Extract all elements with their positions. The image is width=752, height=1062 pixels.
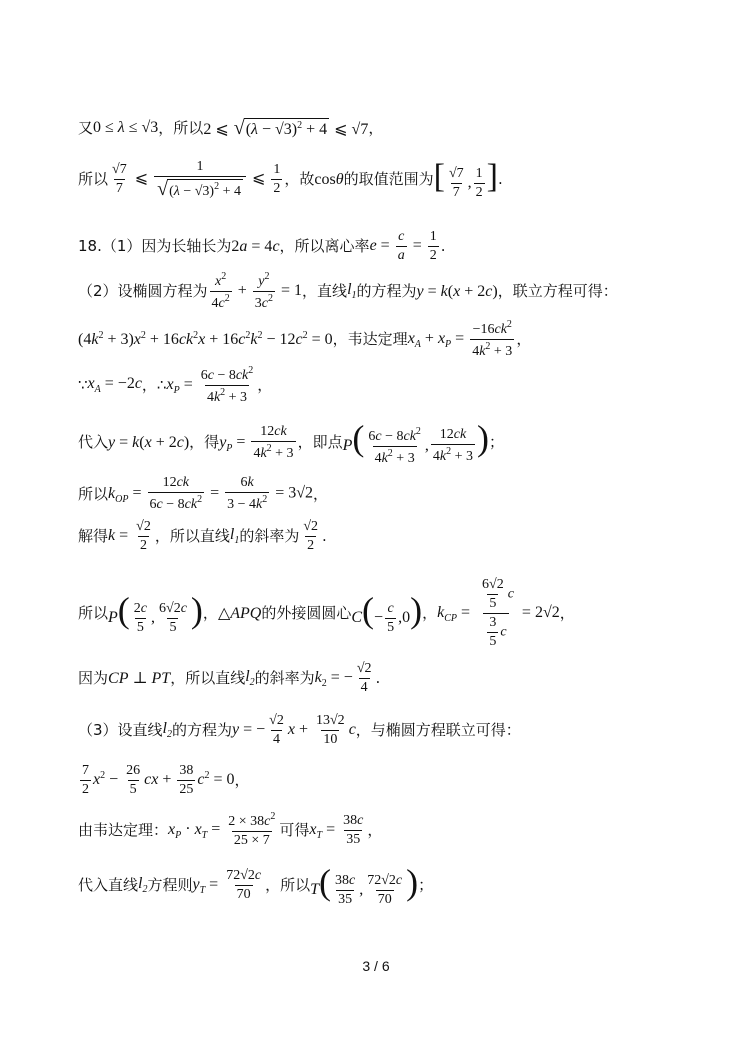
math: $l_2$ xyxy=(245,668,255,688)
text: 所以 xyxy=(78,604,109,622)
math: △APQ xyxy=(217,604,262,622)
text: ， xyxy=(257,376,273,394)
text: ，与椭圆方程联立可得： xyxy=(355,721,521,739)
text: ，直线 xyxy=(302,282,348,300)
text: ， xyxy=(559,604,575,622)
text: ， xyxy=(234,771,250,789)
text: ，即点 xyxy=(297,433,343,452)
line-15 xyxy=(78,864,433,907)
text: ，∴ xyxy=(141,376,167,394)
math: $k_{OP}$ = $\frac{12ck}{6c - 8ck^2}$ = $\frac{6k}{3 - 4k^2}$ = 3√2 xyxy=(108,475,314,512)
math: $(4k^2 + 3)x^2 + 16ck^2x + 16c^2k^2 - 12c^2 = 0$ xyxy=(78,330,333,348)
text: 代入直线 xyxy=(78,875,139,894)
math: $l_2$ xyxy=(162,720,172,740)
math: $l_2$ xyxy=(138,874,148,895)
math: $y_P$ = $\frac{12ck}{4k^2 + 3}$ xyxy=(219,423,294,461)
math: $x_A + x_P$ = $\frac{-16ck^2}{4k^2 + 3}$ xyxy=(407,319,513,359)
text: ，所以 xyxy=(265,875,311,894)
line-12 xyxy=(78,714,521,747)
text: ， xyxy=(422,604,438,622)
line-9 xyxy=(78,520,327,553)
line-8 xyxy=(78,476,328,512)
text: 可得 xyxy=(279,820,310,839)
text: 所以 xyxy=(78,170,109,189)
text: ，故 xyxy=(284,170,315,189)
text: 的斜率为 xyxy=(254,669,315,687)
math: $k_2$ = − $\frac{√2}{4}$ xyxy=(314,661,372,695)
text: 的方程为 xyxy=(356,282,417,300)
text: ，联立方程可得： xyxy=(497,282,618,300)
text: ； xyxy=(418,875,434,894)
text: （2）设椭圆方程为 xyxy=(78,282,208,300)
text: ， xyxy=(516,330,532,348)
text: （3）设直线 xyxy=(78,721,163,739)
math: C(− $\frac{c}{5}$ ,0) xyxy=(351,590,423,635)
math: [ $\frac{√7}{7}$ , $\frac{1}{2}$ ] xyxy=(433,158,498,200)
math: $l_1$ xyxy=(347,281,357,301)
math: $x_A = -2c$ xyxy=(87,375,142,395)
text: ， xyxy=(367,820,383,839)
text: 的斜率为 xyxy=(239,527,300,545)
text: ，所以直线 xyxy=(170,669,246,687)
line-10 xyxy=(78,578,575,649)
math: $\frac{√7}{7}$ ⩽ 1 √ $(\lambda - √3)^2 + 4$ ⩽ $\frac{1}{2}$ xyxy=(112,159,281,201)
text: ， xyxy=(368,118,384,137)
text: ，所以 xyxy=(158,118,204,137)
math: P( $\frac{6c - 8ck^2}{4k^2 + 3}$ , $\frac{12ck}{4k^2 + 3}$ ) xyxy=(342,418,490,466)
text: . xyxy=(375,669,381,687)
math: $x_P \cdot x_T$ = $\frac{2 \times 38c^2}{25 \times 7}$ xyxy=(168,811,276,848)
text: ，所以离心率 xyxy=(279,237,370,255)
line-11 xyxy=(78,662,380,695)
math: y = − $\frac{√2}{4}$ x + $\frac{13√2}{10}$ c xyxy=(232,713,356,747)
math: 2a = 4c xyxy=(231,237,280,255)
text: 方程则 xyxy=(147,875,193,894)
math: cosθ xyxy=(314,170,344,188)
text: . xyxy=(497,170,503,189)
math: y = k(x + 2c) xyxy=(416,282,498,300)
text: 所以 xyxy=(78,484,109,503)
text: . xyxy=(440,237,446,255)
text: . xyxy=(322,527,327,545)
text: ，韦达定理 xyxy=(332,330,408,348)
line-13 xyxy=(78,764,250,797)
math: $k_{CP}$ = $\frac{6√2}{5}$ c $\frac{3}{5}$ c = 2√2 xyxy=(437,577,560,649)
text: 的取值范围为 xyxy=(343,170,434,189)
line-6 xyxy=(78,366,272,405)
text: 又 xyxy=(78,118,94,137)
math: $\frac{x^2}{4c^2}$ + $\frac{y^2}{3c^2}$ = 1 xyxy=(211,271,303,311)
math: T( $\frac{38c}{35}$ , $\frac{72√2c}{70}$ ) xyxy=(310,862,419,907)
math: P( $\frac{2c}{5}$ , $\frac{6√2c}{5}$ ) xyxy=(108,590,203,635)
math: $y_T$ = $\frac{72√2c}{70}$ xyxy=(192,867,262,902)
text: 的外接圆圆心 xyxy=(261,604,352,622)
text: ，所以直线 xyxy=(154,527,230,545)
text: 18.（1）因为长轴长为 xyxy=(78,237,232,255)
text: ； xyxy=(489,433,505,452)
text: 的方程为 xyxy=(172,721,233,739)
math: 2 ⩽ √ $(\lambda - √3)^2 + 4$ ⩽ √7 xyxy=(203,117,369,139)
text: ， xyxy=(313,484,329,503)
line-1 xyxy=(78,118,383,138)
line-14 xyxy=(78,812,382,848)
math: $x_P$ = $\frac{6c - 8ck^2}{4k^2 + 3}$ xyxy=(166,365,254,405)
math: $\frac{7}{2}$ $x^2$ − $\frac{26}{5}$ cx + $\frac{38}{25}$ $c^2 = 0$ xyxy=(82,763,235,797)
page-number: 3 / 6 xyxy=(362,958,390,974)
math: $\frac{√2}{2}$ xyxy=(303,519,319,553)
line-4 xyxy=(78,272,618,311)
math: $l_1$ xyxy=(229,526,240,546)
line-5 xyxy=(78,320,531,359)
text: ， xyxy=(202,604,218,622)
line-2 xyxy=(78,160,503,200)
math: 0 ≤ λ ≤ √3 xyxy=(93,119,159,136)
math: e = $\frac{c}{a}$ = $\frac{1}{2}$ xyxy=(369,229,437,263)
text: 由韦达定理： xyxy=(78,820,169,839)
math: k = $\frac{√2}{2}$ xyxy=(108,519,151,553)
line-3 xyxy=(78,230,446,263)
text: ，得 xyxy=(189,433,220,452)
line-7 xyxy=(78,420,504,466)
math: y = k(x + 2c) xyxy=(108,433,190,451)
text: 代入 xyxy=(78,433,109,452)
text: 因为 xyxy=(78,669,109,687)
math: CP ⊥ PT xyxy=(108,669,171,687)
math: $x_T$ = $\frac{38c}{35}$ xyxy=(309,812,364,847)
text: 解得 xyxy=(78,527,109,545)
text: ∵ xyxy=(78,376,88,394)
